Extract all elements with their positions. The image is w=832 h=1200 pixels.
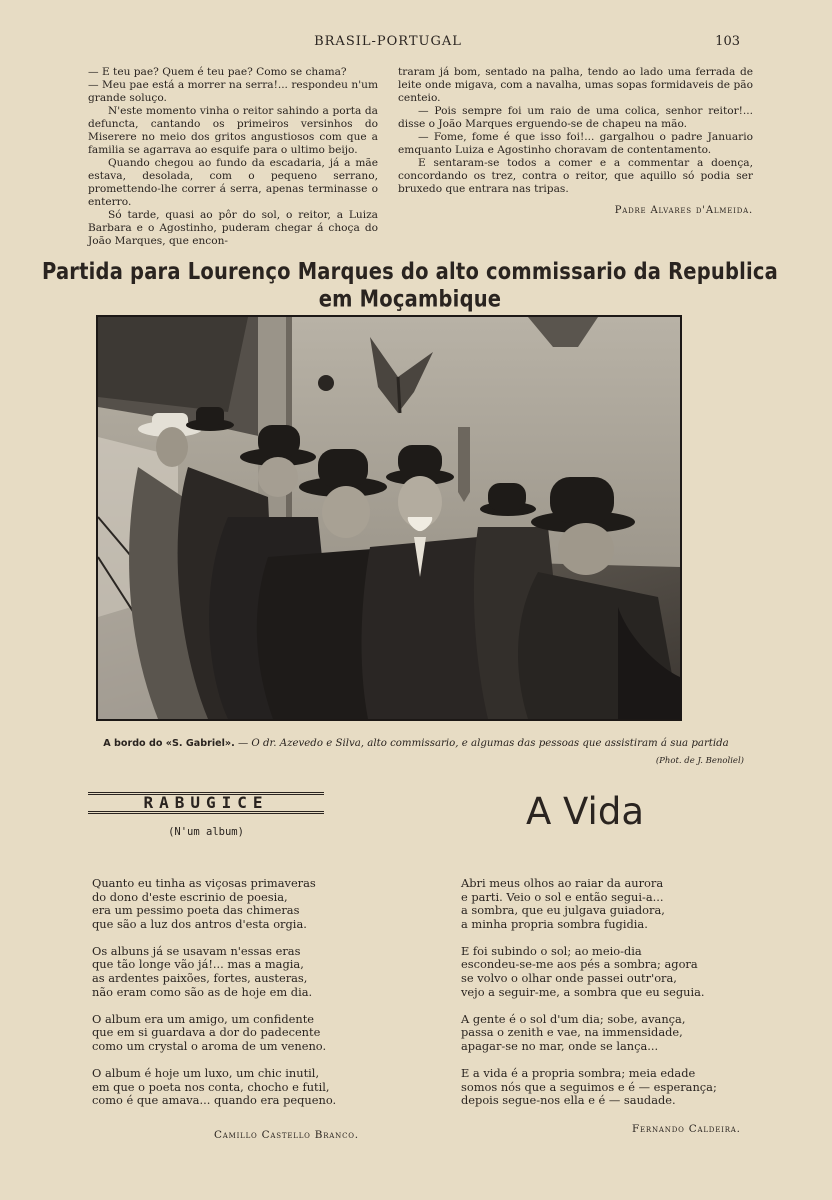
poem-title-rabugice: RABUGICE: [88, 792, 324, 814]
poem-line: e parti. Veio o sol e então segui-a...: [461, 889, 664, 904]
story-paragraph: — Meu pae está a morrer na serra!... respondeu n'um grande soluço.: [88, 79, 378, 104]
poem-line: não eram como são as de hoje em dia.: [92, 984, 313, 999]
poem-line: como é que amava... quando era pequeno.: [92, 1093, 337, 1108]
poem-rabugice: [92, 877, 352, 1121]
poem-line: O album era um amigo, um confidente: [92, 1011, 315, 1026]
story-paragraph: Quando chegou ao fundo da escadaria, já a mãe estava, desolada, com o pequeno serrano, promettendo-lhe correr á serra, apenas terminasse o enterro.: [88, 157, 378, 208]
poem-line: Abri meus olhos ao raiar da aurora: [461, 876, 664, 890]
poem-stanza: [461, 945, 741, 999]
page-number: 103: [715, 34, 740, 49]
poem-line: E foi subindo o sol; ao meio-dia: [461, 943, 642, 958]
poem-line: que são a luz dos antros d'esta orgia.: [92, 916, 307, 931]
poem-author: Camillo Castello Branco.: [214, 1129, 359, 1141]
poem-line: somos nós que a seguimos e é — esperança;: [461, 1079, 717, 1094]
poem-subtitle: (N'um album): [168, 826, 244, 838]
story-paragraph: Só tarde, quasi ao pôr do sol, o reitor, a Luiza Barbara e o Agostinho, puderam chegar á choça do João Marques, que encon-: [88, 209, 378, 247]
running-title: BRASIL-PORTUGAL: [314, 34, 462, 49]
poem-line: as ardentes paixões, fortes, austeras,: [92, 971, 308, 986]
poem-stanza: [92, 1013, 352, 1054]
photo-illustration: [98, 317, 680, 719]
poem-line: do dono d'este escrinio de poesia,: [92, 889, 288, 904]
story-paragraph: — Pois sempre foi um raio de uma colica, senhor reitor!... disse o João Marques erguendo-se de chapeu na mão.: [398, 105, 753, 130]
poem-line: escondeu-se-me aos pés a sombra; agora: [461, 957, 698, 972]
poem-stanza: [92, 945, 352, 999]
poem-line: passa o zenith e vae, na immensidade,: [461, 1025, 683, 1040]
poem-stanza: [92, 1067, 352, 1108]
poem-line: Os albuns já se usavam n'essas eras: [92, 943, 301, 958]
poem-stanza: [461, 877, 741, 931]
story-paragraph: traram já bom, sentado na palha, tendo ao lado uma ferrada de leite onde migava, com a navalha, umas sopas formidaveis de pão centeio.: [398, 66, 753, 104]
poem-line: depois segue-nos ella e é — saudade.: [461, 1093, 676, 1108]
poem-line: que tão longe vão já!... mas a magia,: [92, 957, 304, 972]
poem-stanza: [461, 1067, 741, 1108]
caption-text: — O dr. Azevedo e Silva, alto commissario, e algumas das pessoas que assistiram á sua partida: [234, 738, 729, 749]
poem-a-vida: [461, 877, 741, 1121]
poem-line: que em si guardava a dor do padecente: [92, 1025, 321, 1040]
poem-stanza: [461, 1013, 741, 1054]
photo-caption: [76, 738, 756, 749]
story-paragraph: — E teu pae? Quem é teu pae? Como se chama?: [88, 66, 347, 78]
article-headline: Partida para Lourenço Marques do alto commissario da Republica em Moçambique: [41, 258, 778, 313]
poem-line: a minha propria sombra fugidia.: [461, 916, 648, 931]
running-head: [0, 34, 832, 54]
poem-line: como um crystal o aroma de um veneno.: [92, 1038, 327, 1053]
story-paragraph: N'este momento vinha o reitor sahindo a porta da defuncta, cantando os primeiros versinhos do Miserere no meio dos gritos angustiosos com que a familia se agarrava ao esquife para o ultimo beijo.: [88, 105, 378, 156]
poem-line: em que o poeta nos conta, chocho e futil,: [92, 1079, 330, 1094]
photo-credit: (Phot. de J. Benoliel): [655, 756, 744, 766]
poem-line: se volvo o olhar onde passei outr'ora,: [461, 971, 677, 986]
story-column-right: [398, 66, 753, 217]
poem-line: O album é hoje um luxo, um chic inutil,: [92, 1066, 320, 1081]
poem-title-a-vida: A Vida: [525, 790, 644, 833]
caption-lead: A bordo do «S. Gabriel».: [103, 738, 235, 749]
poem-line: A gente é o sol d'um dia; sobe, avança,: [461, 1011, 686, 1026]
poem-line: a sombra, que eu julgava guiadora,: [461, 903, 665, 918]
poem-line: vejo a seguir-me, a sombra que eu seguia.: [461, 984, 705, 999]
poem-line: E a vida é a propria sombra; meia edade: [461, 1066, 696, 1081]
story-paragraph: E sentaram-se todos a comer e a commentar a doença, concordando os trez, contra o reitor, que aquillo só podia ser bruxedo que entrara nas tripas.: [398, 157, 753, 195]
story-column-left: [88, 66, 378, 248]
poem-author: Fernando Caldeira.: [632, 1123, 741, 1135]
poem-line: era um pessimo poeta das chimeras: [92, 903, 300, 918]
news-photo: [96, 315, 682, 721]
poem-stanza: [92, 877, 352, 931]
poem-line: apagar-se no mar, onde se lança...: [461, 1038, 659, 1053]
story-signature: Padre Alvares d'Almeida.: [614, 205, 753, 216]
poem-line: Quanto eu tinha as viçosas primaveras: [92, 876, 316, 890]
story-paragraph: — Fome, fome é que isso foi!... gargalhou o padre Januario emquanto Luiza e Agostinho choravam de contentamento.: [398, 131, 753, 156]
